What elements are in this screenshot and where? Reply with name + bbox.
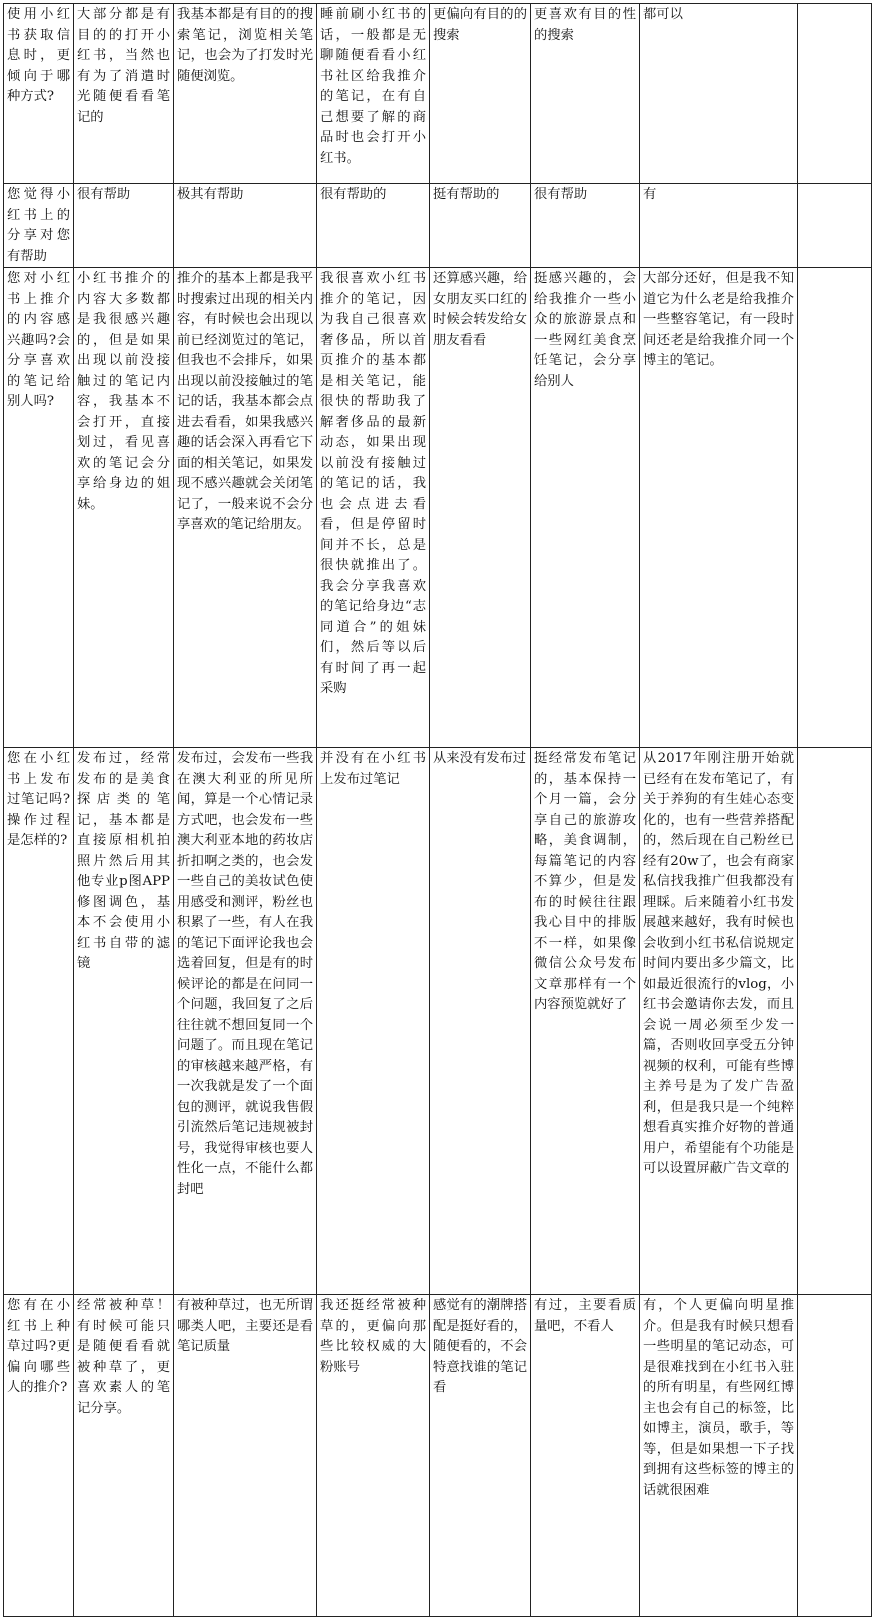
answer-cell: 有被种草过，也无所谓哪类人吧，主要还是看笔记质量 xyxy=(174,1295,317,1617)
answer-cell: 更喜欢有目的性的搜索 xyxy=(531,4,640,184)
table-row xyxy=(4,748,872,1295)
table-row xyxy=(4,1295,872,1617)
answer-cell: 感觉有的潮牌搭配是挺好看的，随便看的，不会特意找谁的笔记看 xyxy=(430,1295,531,1617)
answer-cell: 从来没有发布过 xyxy=(430,748,531,1295)
answer-cell: 发布过，经常发布的是美食探店类的笔记，基本都是直接原相机拍照片然后用其他专业p图APP修图调色，基本不会使用小红书自带的滤镜 xyxy=(74,748,174,1295)
answer-cell: 我很喜欢小红书推介的笔记，因为我自己很喜欢奢侈品，所以首页推介的基本都是相关笔记，能很快的帮助我了解奢侈品的最新动态，如果出现以前没有接触过的笔记的话，我也会点进去看看，但是停留时间并不长，总是很快就推出了。我会分享我喜欢的笔记给身边“志同道合”的姐妹们，然后等以后有时间了再一起采购 xyxy=(317,268,430,748)
answer-cell: 很有帮助 xyxy=(531,184,640,268)
table-row xyxy=(4,268,872,748)
answer-cell: 发布过，会发布一些我在澳大利亚的所见所闻，算是一个心情记录方式吧，也会发布一些澳大利亚本地的药妆店折扣啊之类的，也会发一些自己的美妆试色使用感受和测评，粉丝也积累了一些，有人在我的笔记下面评论我也会选着回复，但是有的时候评论的都是在问同一个问题，我回复了之后往往就不想回复同一个问题了。而且现在笔记的审核越来越严格，有一次我就是发了一个面包的测评，就说我售假引流然后笔记违规被封号，我觉得审核也要人性化一点，不能什么都封吧 xyxy=(174,748,317,1295)
empty-cell xyxy=(798,268,872,748)
answer-cell: 有过，主要看质量吧，不看人 xyxy=(531,1295,640,1617)
table-row xyxy=(4,184,872,268)
answer-cell: 极其有帮助 xyxy=(174,184,317,268)
answer-cell: 我基本都是有目的的搜索笔记，浏览相关笔记，也会为了打发时光随便浏览。 xyxy=(174,4,317,184)
answer-cell: 大部分都是有目的的打开小红书，当然也有为了消遣时光随便看看笔记的 xyxy=(74,4,174,184)
table-row xyxy=(4,4,872,184)
empty-cell xyxy=(798,1295,872,1617)
empty-cell xyxy=(798,184,872,268)
question-cell: 使用小红书获取信息时，更倾向于哪种方式? xyxy=(4,4,74,184)
answer-cell: 更偏向有目的的搜索 xyxy=(430,4,531,184)
answer-cell: 推介的基本上都是我平时搜索过出现的相关内容，有时候也会出现以前已经浏览过的笔记，但我也不会排斥，如果出现以前没接触过的笔记的话，我基本都会点进去看看，如果我感兴趣的话会深入再看它下面的相关笔记，如果发现不感兴趣就会关闭笔记了，一般来说不会分享喜欢的笔记给朋友。 xyxy=(174,268,317,748)
answer-cell: 很有帮助的 xyxy=(317,184,430,268)
interview-table xyxy=(3,3,872,1617)
answer-cell: 有，个人更偏向明星推介。但是我有时候只想看一些明星的笔记动态，可是很难找到在小红书入驻的所有明星，有些网红博主也会有自己的标签，比如博主，演员，歌手，等等，但是如果想一下子找到拥有这些标签的博主的话就很困难 xyxy=(640,1295,798,1617)
answer-cell: 很有帮助 xyxy=(74,184,174,268)
answer-cell: 经常被种草！有时候可能只是随便看看就被种草了，更喜欢素人的笔记分享。 xyxy=(74,1295,174,1617)
empty-cell xyxy=(798,748,872,1295)
answer-cell: 我还挺经常被种草的，更偏向那些比较权威的大粉账号 xyxy=(317,1295,430,1617)
question-cell: 您对小红书上推介的内容感兴趣吗?会分享喜欢的笔记给别人吗? xyxy=(4,268,74,748)
question-cell: 您觉得小红书上的分享对您有帮助 xyxy=(4,184,74,268)
answer-cell: 睡前刷小红书的话，一般都是无聊随便看看小红书社区给我推介的笔记，在有自己想要了解的商品时也会打开小红书。 xyxy=(317,4,430,184)
answer-cell: 挺经常发布笔记的，基本保持一个月一篇，会分享自己的旅游攻略，美食调制，每篇笔记的内容不算少，但是发布的时候往往跟我心目中的排版不一样，如果像微信公众号发布文章那样有一个内容预览就好了 xyxy=(531,748,640,1295)
answer-cell: 大部分还好，但是我不知道它为什么老是给我推介一些整容笔记，有一段时间还老是给我推介同一个博主的笔记。 xyxy=(640,268,798,748)
question-cell: 您在小红书上发布过笔记吗?操作过程是怎样的? xyxy=(4,748,74,1295)
answer-cell: 都可以 xyxy=(640,4,798,184)
answer-cell: 小红书推介的内容大多数都是我很感兴趣的，但是如果出现以前没接触过的笔记内容，我基本不会打开，直接划过，看见喜欢的笔记会分享给身边的姐妹。 xyxy=(74,268,174,748)
answer-cell: 挺有帮助的 xyxy=(430,184,531,268)
answer-cell: 挺感兴趣的，会给我推介一些小众的旅游景点和一些网红美食烹饪笔记，会分享给别人 xyxy=(531,268,640,748)
question-cell: 您有在小红书上种草过吗?更偏向哪些人的推介? xyxy=(4,1295,74,1617)
answer-cell: 并没有在小红书上发布过笔记 xyxy=(317,748,430,1295)
answer-cell: 还算感兴趣，给女朋友买口红的时候会转发给女朋友看看 xyxy=(430,268,531,748)
answer-cell: 从2017年刚注册开始就已经有在发布笔记了，有关于养狗的有生娃心态变化的，也有一些营养搭配的，然后现在自己粉丝已经有20w了，也会有商家私信找我推广但我都没有理睬。后来随着小红书发展越来越好，我有时候也会收到小红书私信说规定时间内要出多少篇文，比如最近很流行的vlog，小红书会邀请你去发，而且会说一周必须至少发一篇，否则收回享受五分钟视频的权利，可能有些博主养号是为了发广告盈利，但是我只是一个纯粹想看真实推介好物的普通用户，希望能有个功能是可以设置屏蔽广告文章的 xyxy=(640,748,798,1295)
empty-cell xyxy=(798,4,872,184)
answer-cell: 有 xyxy=(640,184,798,268)
